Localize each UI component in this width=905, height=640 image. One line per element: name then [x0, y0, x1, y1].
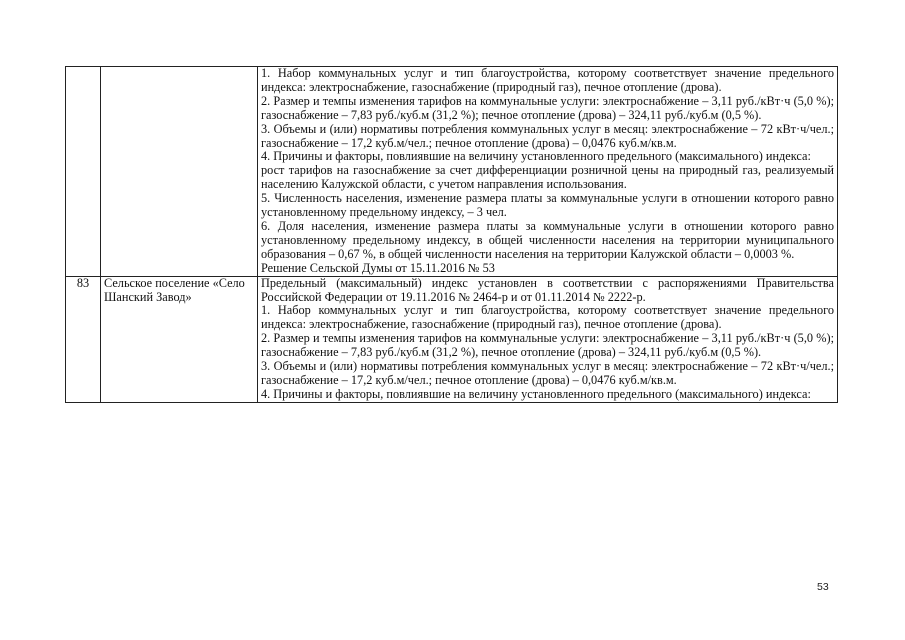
- paragraph: 3. Объемы и (или) нормативы потребления коммунальных услуг в месяц: электроснабжение – 72 кВт·ч/чел.; газоснабжение – 17,2 куб.м/чел.; печное отопление (дрова) – 0,0476 куб.м/кв.м.: [261, 359, 834, 387]
- municipality-name-cell: Сельское поселение «Село Шанский Завод»: [101, 276, 258, 402]
- table-row: [66, 67, 838, 277]
- paragraph: 1. Набор коммунальных услуг и тип благоустройства, которому соответствует значение предельного индекса: электроснабжение, газоснабжение (природный газ), печное отопление (дрова).: [261, 303, 834, 332]
- description-cell: [258, 276, 838, 402]
- paragraph: 4. Причины и факторы, повлиявшие на величину установленного предельного (максимального) индекса:: [261, 386, 811, 401]
- decision-reference: Решение Сельской Думы от 15.11.2016 № 53: [261, 260, 495, 275]
- paragraph: 2. Размер и темпы изменения тарифов на коммунальные услуги: электроснабжение – 3,11 руб./кВт·ч (5,0 %); газоснабжение – 7,83 руб./куб.м (31,2 %); печное отопление (дрова) – 324,11 руб./куб.м (0,5 %).: [261, 93, 834, 122]
- row-number-cell: 83: [66, 276, 101, 402]
- municipality-name-cell: [101, 67, 258, 277]
- tariff-index-table: [65, 66, 838, 403]
- paragraph: 2. Размер и темпы изменения тарифов на коммунальные услуги: электроснабжение – 3,11 руб./кВт·ч (5,0 %); газоснабжение – 7,83 руб./куб.м (31,2 %), печное отопление (дрова) – 324,11 руб./куб.м (0,5 %).: [261, 331, 834, 360]
- page-number: 53: [817, 581, 829, 593]
- paragraph: 6. Доля населения, изменение размера платы за коммунальные услуги в отношении которого равно установленному предельному индексу, в общей численности населения на территории муниципального образования – 0,67 %, в общей численности населения на территории Калужской области – 0,0003 %.: [261, 218, 834, 261]
- paragraph: 1. Набор коммунальных услуг и тип благоустройства, которому соответствует значение предельного индекса: электроснабжение, газоснабжение (природный газ), печное отопление (дрова).: [261, 66, 834, 94]
- paragraph: 5. Численность населения, изменение размера платы за коммунальные услуги в отношении которого равно установленному предельному индексу, – 3 чел.: [261, 191, 834, 220]
- paragraph: 4. Причины и факторы, повлиявшие на величину установленного предельного (максимального) индекса:: [261, 149, 811, 164]
- row-number-cell: [66, 67, 101, 277]
- paragraph: рост тарифов на газоснабжение за счет дифференциации розничной цены на природный газ, реализуемый населению Калужской области, с учетом направления использования.: [261, 163, 834, 192]
- paragraph: 3. Объемы и (или) нормативы потребления коммунальных услуг в месяц: электроснабжение – 72 кВт·ч/чел.; газоснабжение – 17,2 куб.м/чел.; печное отопление (дрова) – 0,0476 куб.м/кв.м.: [261, 121, 834, 150]
- paragraph: Предельный (максимальный) индекс установлен в соответствии с распоряжениями Правительства Российской Федерации от 19.11.2016 № 2464-р и от 01.11.2014 № 2222-р.: [261, 275, 834, 304]
- description-cell: [258, 67, 838, 277]
- table-row: [66, 276, 838, 402]
